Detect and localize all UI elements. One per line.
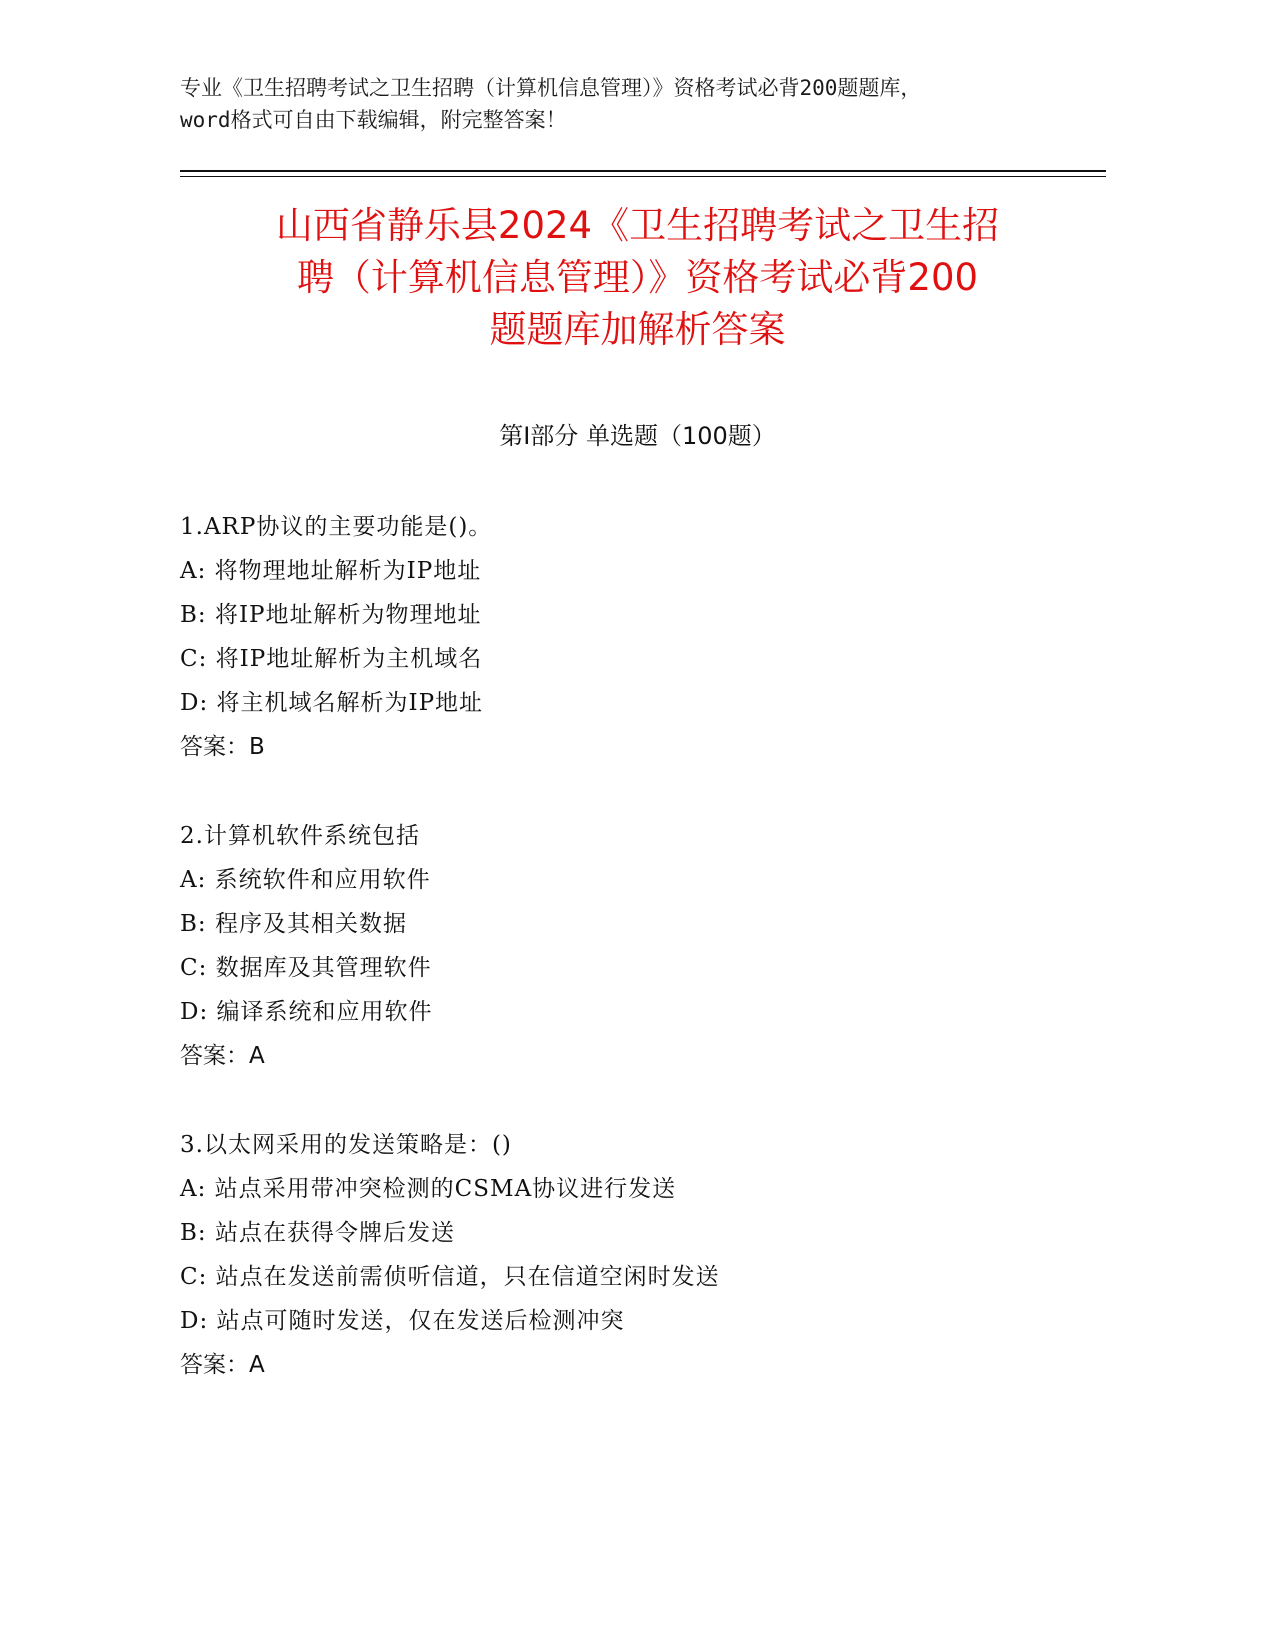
option-b: B: 程序及其相关数据 [180, 911, 407, 937]
option-c: C: 数据库及其管理软件 [180, 955, 432, 981]
document-title-line-3: 题题库加解析答案 [489, 308, 786, 351]
section-title: 第Ⅰ部分 单选题（100题） [499, 422, 776, 450]
option-a: A: 站点采用带冲突检测的CSMA协议进行发送 [180, 1176, 677, 1202]
question-3 [180, 1123, 1120, 1387]
option-a: A: 系统软件和应用软件 [180, 867, 431, 893]
header-note [180, 72, 1080, 136]
option-c: C: 将IP地址解析为主机域名 [180, 646, 483, 672]
question-stem: 2.计算机软件系统包括 [180, 823, 420, 849]
option-b: B: 将IP地址解析为物理地址 [180, 602, 482, 628]
option-d: D: 编译系统和应用软件 [180, 999, 433, 1025]
question-list [180, 505, 1120, 1432]
document-title [170, 200, 1105, 356]
header-note-line-1: 专业《卫生招聘考试之卫生招聘（计算机信息管理）》资格考试必背200题题库， [180, 76, 922, 100]
header-note-line-2: word格式可自由下载编辑，附完整答案！ [180, 108, 567, 132]
answer-line: 答案：A [180, 1043, 265, 1069]
document-title-line-1: 山西省静乐县2024《卫生招聘考试之卫生招 [275, 204, 1000, 247]
question-stem: 1.ARP协议的主要功能是()。 [180, 514, 493, 540]
question-2 [180, 814, 1120, 1078]
option-b: B: 站点在获得令牌后发送 [180, 1220, 455, 1246]
document-title-line-2: 聘（计算机信息管理）》资格考试必背200 [296, 256, 979, 299]
question-1 [180, 505, 1120, 769]
answer-line: 答案：B [180, 734, 265, 760]
question-stem: 3.以太网采用的发送策略是：() [180, 1132, 512, 1158]
option-d: D: 将主机域名解析为IP地址 [180, 690, 484, 716]
header-divider-thin [180, 176, 1106, 177]
option-c: C: 站点在发送前需侦听信道，只在信道空闲时发送 [180, 1264, 720, 1290]
option-d: D: 站点可随时发送，仅在发送后检测冲突 [180, 1308, 625, 1334]
header-divider-thick [180, 170, 1106, 172]
option-a: A: 将物理地址解析为IP地址 [180, 558, 482, 584]
answer-line: 答案：A [180, 1352, 265, 1378]
